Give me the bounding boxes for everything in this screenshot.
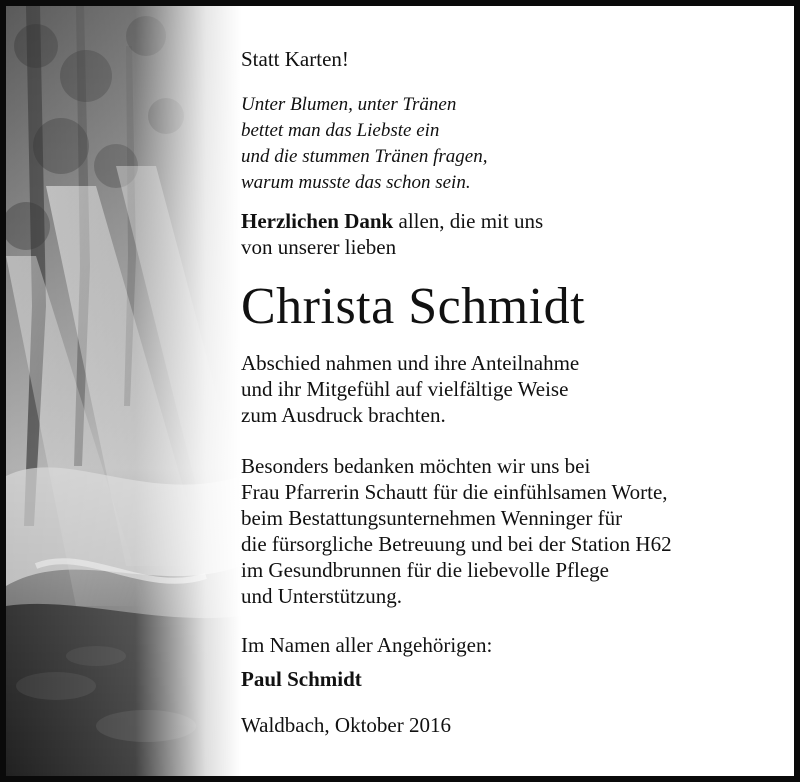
paragraph-line: zum Ausdruck brachten. [241, 403, 446, 427]
forest-sunbeam-photo [6, 6, 241, 776]
paragraph-line: beim Bestattungsunternehmen Wenninger für [241, 506, 623, 530]
thanks-rest: allen, die mit uns [393, 209, 544, 233]
paragraph-line: und Unterstützung. [241, 584, 402, 608]
thanks-line-2: von unserer lieben [241, 235, 397, 259]
paragraph-line: die fürsorgliche Betreuung und bei der Station H62 [241, 532, 672, 556]
poem-line: und die stummen Tränen fragen, [241, 146, 488, 167]
paragraph-line: Besonders bedanken möchten wir uns bei [241, 454, 591, 478]
thanks-bold: Herzlichen Dank [241, 209, 394, 233]
place-date: Waldbach, Oktober 2016 [241, 713, 451, 737]
forest-photo-image [6, 6, 241, 776]
poem-line: Unter Blumen, unter Tränen [241, 94, 457, 115]
paragraph-line: und ihr Mitgefühl auf vielfältige Weise [241, 377, 569, 401]
poem-line: warum musste das schon sein. [241, 172, 471, 193]
paragraph-line: Abschied nahmen und ihre Anteilnahme [241, 351, 580, 375]
heading-statt-karten: Statt Karten! [241, 47, 349, 71]
deceased-name: Christa Schmidt [241, 278, 586, 335]
family-line: Im Namen aller Angehörigen: [241, 633, 493, 657]
paragraph-line: Frau Pfarrerin Schautt für die einfühlsamen Worte, [241, 480, 668, 504]
paragraph-line: im Gesundbrunnen für die liebevolle Pflege [241, 558, 609, 582]
thanks-line [241, 208, 543, 234]
signer-name: Paul Schmidt [241, 667, 362, 691]
poem-line: bettet man das Liebste ein [241, 120, 440, 141]
